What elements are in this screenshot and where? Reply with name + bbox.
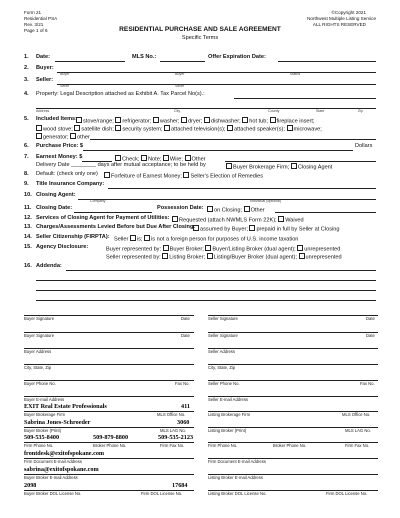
buyer-broker-dol-caption: Buyer Broker DOL License No. — [24, 491, 82, 496]
listing-firm-mls-caption: MLS Office No. — [342, 412, 371, 417]
buyer-broker-value: Sabrina Jones-Schroeder — [24, 419, 91, 426]
checkbox[interactable] — [204, 117, 210, 123]
utilities-label: Services of Closing Agent for Payment of Utilities: — [36, 215, 170, 221]
rights-reserved: ALL RIGHTS RESERVED — [312, 22, 366, 27]
buyer-brokerage-firm-value: EXIT Real Estate Professionals — [24, 403, 107, 410]
seller-signature-caption: Seller Signature — [208, 316, 238, 321]
term-15-number: 15. — [24, 244, 32, 250]
buyer-agency-options: Buyer represented by: Buyer Broker; Buyer/Listing Broker (dual agent); unrepresented — [106, 246, 341, 253]
seller-label: Seller: — [36, 77, 54, 83]
addenda-line[interactable] — [36, 290, 376, 291]
firm-phone-value: 509-535-8400 — [24, 434, 60, 441]
buyer-fax-caption: Fax No. — [175, 381, 190, 386]
firm-phone-caption: Firm Phone No. — [24, 443, 54, 448]
addenda-line[interactable] — [36, 300, 376, 301]
term-9-number: 9. — [24, 181, 29, 187]
checkbox[interactable] — [226, 163, 232, 169]
checkbox[interactable] — [249, 225, 255, 231]
title-insurance-field[interactable] — [108, 188, 376, 189]
broker-phone-value: 509-879-8800 — [93, 434, 129, 441]
firm-document-email-value: frontdesk@exitofspokane.com — [24, 450, 105, 457]
dollars-label: Dollars — [355, 143, 373, 149]
document-title: RESIDENTIAL PURCHASE AND SALE AGREEMENT — [119, 26, 281, 33]
county-caption: County — [268, 109, 280, 113]
seller-caption-2: Seller — [175, 84, 185, 88]
checkbox[interactable] — [244, 206, 250, 212]
buyer-label: Buyer: — [36, 65, 54, 71]
charges-options: assumed by Buyer; prepaid in full by Seller at Closing — [193, 225, 339, 233]
buyer-city-caption: City, State, Zip — [24, 365, 52, 370]
state-caption: State — [316, 109, 325, 113]
seller-signature-caption-2: Seller Signature — [208, 333, 238, 338]
document-subtitle: Specific Terms — [181, 35, 219, 41]
earnest-other-field[interactable] — [225, 161, 376, 162]
seller-email-caption: Seller E-mail Address — [208, 397, 249, 402]
checkbox[interactable] — [104, 172, 110, 178]
listing-broker-caption: Listing Broker (Print) — [208, 428, 247, 433]
possession-other-field[interactable] — [275, 212, 376, 213]
firm-fax-value: 509-535-2123 — [158, 434, 194, 441]
firpta-label: Seller Citizenship (FIRPTA): — [36, 234, 110, 240]
closing-date-label: Closing Date: — [36, 205, 73, 211]
buyer-signature-caption: Buyer Signature — [24, 316, 55, 321]
listing-firm-fax-caption: Firm Fax No. — [345, 443, 370, 448]
listing-firm-caption: Listing Brokerage Firm — [208, 412, 251, 417]
included-row-1: stove/range; refrigerator; washer; dryer; dishwasher; hot tub; fireplace insert; — [76, 117, 314, 125]
checkbox[interactable] — [162, 253, 168, 259]
term-6-number: 6. — [24, 143, 29, 149]
checkbox[interactable] — [299, 253, 305, 259]
buyer-address-caption: Buyer Address — [24, 349, 52, 354]
seller-caption-1: Seller — [60, 84, 70, 88]
checkbox[interactable] — [181, 117, 187, 123]
buyer-firm-mls-value: 411 — [181, 403, 190, 410]
checkbox[interactable] — [141, 155, 147, 161]
checkbox[interactable] — [207, 206, 213, 212]
property-label: Property: Legal Description attached as Exhibit A. Tax Parcel No(s).: — [36, 91, 205, 97]
checkbox[interactable] — [130, 235, 136, 241]
term-2-number: 2. — [24, 65, 29, 71]
buyer-broker-email-caption: Buyer Broker E-mail Address — [24, 475, 78, 480]
form-revision: Rev. 3/21 — [24, 22, 44, 27]
checkbox[interactable] — [185, 155, 191, 161]
mls-field[interactable] — [160, 61, 205, 62]
purchase-price-label: Purchase Price: $ — [36, 143, 83, 149]
included-other-field[interactable] — [90, 139, 376, 140]
buyer-caption-status: Status — [290, 72, 301, 76]
earnest-options: Check; Note; Wire; Other — [115, 155, 206, 163]
possession-options: on Closing; Other — [207, 206, 265, 214]
offer-expiration-field[interactable] — [278, 61, 376, 62]
checkbox[interactable] — [278, 216, 284, 222]
addenda-line[interactable] — [36, 280, 376, 281]
term-12-number: 12. — [24, 215, 32, 221]
date-field[interactable] — [55, 61, 125, 62]
buyer-broker-email-value: sabrina@exitofspokane.com — [24, 466, 99, 473]
seller-date-caption: Date — [366, 316, 375, 321]
listing-broker-mls-caption: MLS LAG No. — [345, 428, 371, 433]
buyer-field[interactable] — [57, 72, 376, 73]
utilities-options: Requested (attach NWMLS Form 22K); Waived — [172, 216, 304, 224]
possession-date-label: Possession Date: — [157, 205, 204, 211]
default-options: Forfeiture of Earnest Money; Seller's Election of Remedies — [104, 172, 263, 180]
earnest-delivery: Delivery Date ________ days after mutual acceptance; to be held by — [36, 162, 206, 168]
term-4-number: 4. — [24, 91, 29, 97]
checkbox[interactable] — [242, 117, 248, 123]
buyer-firm-caption: Buyer Brokerage Firm — [24, 412, 65, 417]
zip-caption: Zip — [358, 109, 363, 113]
seller-phone-caption: Seller Phone No. — [208, 381, 240, 386]
buyer-broker-caption: Buyer Broker (Print) — [24, 428, 61, 433]
firm-dol-value: 17684 — [172, 482, 188, 489]
listing-broker-dol-caption: Listing Broker DOL License No. — [208, 491, 267, 496]
term-16-number: 16. — [24, 263, 32, 269]
checkbox[interactable] — [36, 133, 42, 139]
term-14-number: 14. — [24, 234, 32, 240]
closing-date-field[interactable] — [74, 212, 152, 213]
firm-dol-caption: Firm DOL License No. — [141, 491, 183, 496]
property-address-field[interactable] — [36, 108, 376, 109]
buyer-phone-caption: Buyer Phone No. — [24, 381, 56, 386]
included-row-2: wood stove; satellite dish; security system; attached television(s); attached speaker(s); microwave; — [36, 125, 322, 133]
checkbox[interactable] — [270, 117, 276, 123]
buyer-firm-mls-caption: MLS Office No. — [157, 412, 186, 417]
date-label: Date: — [36, 54, 50, 60]
company-caption: Company — [90, 199, 106, 203]
checkbox[interactable] — [144, 235, 150, 241]
offer-expiration-label: Offer Expiration Date: — [208, 54, 266, 60]
firpta-options: Seller is; is not a foreign person for purposes of U.S. income taxation — [114, 236, 299, 243]
earnest-held-options: Buyer Brokerage Firm; Closing Agent — [226, 163, 332, 171]
individual-caption: Individual (optional) — [250, 199, 282, 203]
buyer-broker-mls-value: 3060 — [177, 419, 190, 426]
checkbox[interactable] — [164, 125, 170, 131]
checkbox[interactable] — [227, 125, 233, 131]
checkbox[interactable] — [74, 125, 80, 131]
checkbox[interactable] — [76, 117, 82, 123]
firm-document-email-caption: Firm Document E-mail Address — [24, 459, 82, 464]
seller-agency-options: Seller represented by: Listing Broker; Listing/Buyer Broker (dual agent); unrepresented — [106, 254, 342, 261]
checkbox[interactable] — [205, 245, 211, 251]
buyer-broker-mls-caption: MLS LAG No. — [160, 428, 186, 433]
firm-fax-caption: Firm Fax No. — [160, 443, 185, 448]
listing-firm-phone-caption: Firm Phone No. — [208, 443, 238, 448]
seller-date-caption-2: Date — [366, 333, 375, 338]
checkbox[interactable] — [70, 133, 76, 139]
term-10-number: 10. — [24, 192, 32, 198]
checkbox[interactable] — [287, 125, 293, 131]
earnest-money-label: Earnest Money: $ — [36, 154, 83, 160]
buyer-caption-2: Buyer — [175, 72, 185, 76]
buyer-signature-caption-2: Buyer Signature — [24, 333, 55, 338]
checkbox[interactable] — [207, 253, 213, 259]
address-caption: Address — [36, 109, 50, 113]
mls-label: MLS No.: — [132, 54, 157, 60]
seller-city-caption: City, State, Zip — [208, 365, 236, 370]
checkbox[interactable] — [172, 216, 178, 222]
listing-firm-dol-caption: Firm DOL License No. — [326, 491, 368, 496]
broker-phone-caption: Broker Phone No. — [93, 443, 127, 448]
default-label: Default: (check only one) — [36, 171, 98, 177]
listing-broker-phone-caption: Broker Phone No. — [273, 443, 307, 448]
organization: Northwest Multiple Listing Service — [307, 16, 376, 21]
checkbox[interactable] — [183, 172, 189, 178]
term-8-number: 8. — [24, 171, 29, 177]
buyer-caption-1: Buyer — [60, 72, 70, 76]
listing-broker-email-caption: Listing Broker E-mail Address — [208, 475, 263, 480]
page-number: Page 1 of 6 — [24, 28, 48, 33]
seller-field[interactable] — [57, 84, 376, 85]
checkbox[interactable] — [193, 225, 199, 231]
copyright: ©Copyright 2021 — [331, 10, 366, 15]
buyer-date-caption: Date — [181, 316, 190, 321]
seller-fax-caption: Fax No. — [360, 381, 375, 386]
agency-label: Agency Disclosure: — [36, 244, 89, 250]
listing-document-email-caption: Firm Document E-mail Address — [208, 459, 266, 464]
term-11-number: 11. — [24, 205, 32, 211]
tax-parcel-field[interactable] — [234, 98, 376, 99]
form-name: Residential PSA — [24, 16, 58, 21]
term-13-number: 13. — [24, 224, 32, 230]
checkbox[interactable] — [115, 125, 121, 131]
checkbox[interactable] — [297, 245, 303, 251]
addenda-label: Addenda: — [36, 263, 62, 269]
seller-address-caption: Seller Address — [208, 349, 235, 354]
buyer-date-caption-2: Date — [181, 333, 190, 338]
included-items-label: Included Items: — [36, 116, 78, 122]
checkbox[interactable] — [115, 117, 121, 123]
term-1-number: 1. — [24, 54, 29, 60]
included-row-3: generator; other — [36, 133, 90, 141]
charges-label: Charges/Assessments Levied Before but Due After Closing: — [36, 224, 196, 230]
city-caption: City — [174, 109, 181, 113]
addenda-line[interactable] — [66, 270, 376, 271]
term-3-number: 3. — [24, 77, 29, 83]
purchase-price-field[interactable] — [83, 150, 353, 151]
checkbox[interactable] — [115, 155, 121, 161]
buyer-broker-dol-value: 2098 — [24, 482, 37, 489]
form-number: Form 21 — [24, 10, 42, 15]
buyer-email-caption: Buyer E-mail Address — [24, 397, 65, 402]
term-5-number: 5. — [24, 116, 29, 122]
title-insurance-label: Title Insurance Company: — [36, 181, 105, 187]
checkbox[interactable] — [36, 125, 42, 131]
term-7-number: 7. — [24, 154, 29, 160]
checkbox[interactable] — [163, 155, 169, 161]
closing-agent-field[interactable] — [78, 199, 376, 200]
checkbox[interactable] — [291, 163, 297, 169]
closing-agent-label: Closing Agent: — [36, 192, 76, 198]
checkbox[interactable] — [153, 117, 159, 123]
checkbox[interactable] — [163, 245, 169, 251]
